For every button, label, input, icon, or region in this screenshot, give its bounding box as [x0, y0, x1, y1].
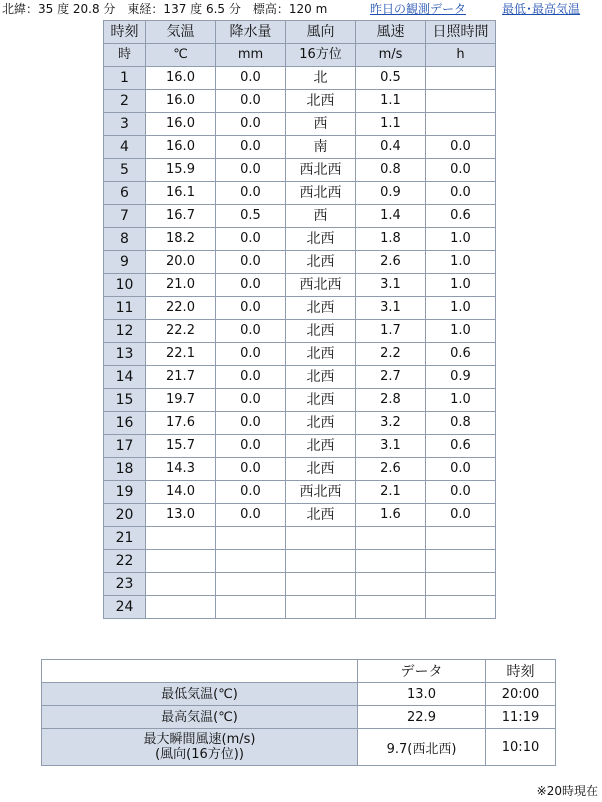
cell-hour: 14	[104, 366, 146, 389]
cell-precipitation: 0.0	[216, 412, 286, 435]
summary-label: 最大瞬間風速(m/s) (風向(16方位))	[42, 729, 358, 766]
summary-value: 13.0	[358, 683, 486, 706]
cell-sunshine	[426, 113, 496, 136]
cell-precipitation: 0.0	[216, 136, 286, 159]
table-row	[104, 136, 496, 159]
cell-precipitation: 0.0	[216, 251, 286, 274]
cell-temperature: 18.2	[146, 228, 216, 251]
summary-label: 最高気温(℃)	[42, 706, 358, 729]
cell-hour: 23	[104, 573, 146, 596]
summary-header-row	[42, 660, 556, 683]
summary-row	[42, 706, 556, 729]
cell-temperature	[146, 550, 216, 573]
table-row	[104, 435, 496, 458]
cell-hour: 10	[104, 274, 146, 297]
table-row	[104, 389, 496, 412]
table-row	[104, 320, 496, 343]
cell-hour: 20	[104, 504, 146, 527]
cell-sunshine: 0.0	[426, 182, 496, 205]
station-coordinates: 北緯：35 度 20.8 分 東経：137 度 6.5 分 標高：120 m	[2, 2, 328, 16]
cell-wind-direction	[286, 596, 356, 619]
summary-time: 11:19	[486, 706, 556, 729]
cell-precipitation	[216, 527, 286, 550]
column-header-temperature: 気温	[146, 21, 216, 44]
table-row	[104, 67, 496, 90]
cell-wind-speed	[356, 527, 426, 550]
cell-temperature: 21.7	[146, 366, 216, 389]
unit-temperature: ℃	[146, 44, 216, 67]
cell-hour: 5	[104, 159, 146, 182]
cell-precipitation: 0.0	[216, 90, 286, 113]
as-of-note: ※20時現在	[536, 784, 598, 798]
cell-precipitation	[216, 573, 286, 596]
cell-wind-direction: 北西	[286, 320, 356, 343]
unit-precipitation: mm	[216, 44, 286, 67]
cell-precipitation: 0.0	[216, 182, 286, 205]
cell-sunshine: 0.6	[426, 343, 496, 366]
cell-wind-direction: 西	[286, 113, 356, 136]
cell-temperature: 15.9	[146, 159, 216, 182]
cell-hour: 17	[104, 435, 146, 458]
summary-label: 最低気温(℃)	[42, 683, 358, 706]
cell-hour: 24	[104, 596, 146, 619]
table-row	[104, 182, 496, 205]
cell-wind-speed: 0.4	[356, 136, 426, 159]
table-row	[104, 159, 496, 182]
cell-sunshine	[426, 573, 496, 596]
table-row	[104, 274, 496, 297]
cell-hour: 16	[104, 412, 146, 435]
table-row	[104, 343, 496, 366]
cell-wind-speed: 2.8	[356, 389, 426, 412]
cell-wind-speed: 3.2	[356, 412, 426, 435]
cell-temperature: 17.6	[146, 412, 216, 435]
cell-wind-speed: 3.1	[356, 274, 426, 297]
cell-wind-direction: 北西	[286, 297, 356, 320]
cell-hour: 8	[104, 228, 146, 251]
cell-wind-direction: 北西	[286, 251, 356, 274]
cell-sunshine: 0.0	[426, 136, 496, 159]
cell-sunshine: 0.0	[426, 481, 496, 504]
cell-precipitation	[216, 596, 286, 619]
cell-temperature: 13.0	[146, 504, 216, 527]
cell-wind-direction: 北西	[286, 458, 356, 481]
cell-precipitation: 0.0	[216, 159, 286, 182]
cell-wind-direction: 西北西	[286, 159, 356, 182]
cell-temperature: 16.0	[146, 67, 216, 90]
cell-wind-direction: 北西	[286, 90, 356, 113]
summary-value: 22.9	[358, 706, 486, 729]
cell-wind-speed: 1.7	[356, 320, 426, 343]
cell-wind-direction: 西北西	[286, 274, 356, 297]
cell-precipitation: 0.0	[216, 435, 286, 458]
column-header-hour: 時刻	[104, 21, 146, 44]
column-header-wind-direction: 風向	[286, 21, 356, 44]
cell-wind-direction: 北西	[286, 228, 356, 251]
cell-sunshine	[426, 90, 496, 113]
cell-temperature: 16.7	[146, 205, 216, 228]
table-row	[104, 504, 496, 527]
cell-precipitation: 0.0	[216, 320, 286, 343]
yesterday-data-link[interactable]: 昨日の観測データ	[370, 2, 467, 16]
cell-hour: 2	[104, 90, 146, 113]
cell-precipitation: 0.0	[216, 274, 286, 297]
summary-time: 20:00	[486, 683, 556, 706]
cell-hour: 15	[104, 389, 146, 412]
cell-precipitation	[216, 550, 286, 573]
cell-wind-speed: 1.6	[356, 504, 426, 527]
cell-wind-direction: 北西	[286, 412, 356, 435]
cell-temperature: 19.7	[146, 389, 216, 412]
cell-hour: 7	[104, 205, 146, 228]
cell-temperature: 21.0	[146, 274, 216, 297]
cell-wind-speed: 0.8	[356, 159, 426, 182]
cell-sunshine: 1.0	[426, 274, 496, 297]
cell-wind-speed	[356, 550, 426, 573]
column-header-precipitation: 降水量	[216, 21, 286, 44]
cell-temperature	[146, 596, 216, 619]
cell-wind-speed: 2.7	[356, 366, 426, 389]
summary-header-data: データ	[358, 660, 486, 683]
cell-hour: 22	[104, 550, 146, 573]
cell-hour: 19	[104, 481, 146, 504]
unit-row	[104, 44, 496, 67]
cell-wind-speed: 1.1	[356, 113, 426, 136]
cell-precipitation: 0.0	[216, 458, 286, 481]
cell-wind-speed: 0.9	[356, 182, 426, 205]
cell-wind-direction	[286, 573, 356, 596]
cell-temperature: 15.7	[146, 435, 216, 458]
cell-precipitation: 0.0	[216, 67, 286, 90]
cell-wind-direction: 北西	[286, 504, 356, 527]
column-header-wind-speed: 風速	[356, 21, 426, 44]
cell-sunshine	[426, 67, 496, 90]
cell-wind-speed: 2.6	[356, 458, 426, 481]
table-row	[104, 90, 496, 113]
cell-temperature: 14.0	[146, 481, 216, 504]
summary-value: 9.7(西北西)	[358, 729, 486, 766]
cell-precipitation: 0.0	[216, 343, 286, 366]
table-row	[104, 550, 496, 573]
table-row	[104, 573, 496, 596]
cell-sunshine	[426, 550, 496, 573]
cell-wind-speed: 1.1	[356, 90, 426, 113]
cell-wind-speed: 2.6	[356, 251, 426, 274]
cell-sunshine: 1.0	[426, 389, 496, 412]
table-row	[104, 527, 496, 550]
cell-sunshine: 0.0	[426, 458, 496, 481]
cell-hour: 12	[104, 320, 146, 343]
cell-precipitation: 0.0	[216, 228, 286, 251]
cell-wind-direction	[286, 527, 356, 550]
summary-row	[42, 683, 556, 706]
cell-wind-direction: 西北西	[286, 182, 356, 205]
cell-temperature: 16.0	[146, 136, 216, 159]
summary-row	[42, 729, 556, 766]
unit-wind-speed: m/s	[356, 44, 426, 67]
cell-wind-direction: 北西	[286, 343, 356, 366]
cell-hour: 6	[104, 182, 146, 205]
cell-hour: 18	[104, 458, 146, 481]
cell-sunshine: 0.0	[426, 159, 496, 182]
cell-wind-direction: 北西	[286, 435, 356, 458]
min-max-temperature-link[interactable]: 最低･最高気温	[502, 2, 581, 16]
cell-temperature: 16.1	[146, 182, 216, 205]
table-row	[104, 412, 496, 435]
cell-wind-direction	[286, 550, 356, 573]
daily-summary-table	[41, 659, 556, 766]
summary-header-time: 時刻	[486, 660, 556, 683]
cell-temperature: 22.1	[146, 343, 216, 366]
cell-hour: 1	[104, 67, 146, 90]
hourly-observation-table	[103, 20, 496, 619]
table-row	[104, 366, 496, 389]
table-row	[104, 458, 496, 481]
cell-temperature: 16.0	[146, 113, 216, 136]
cell-wind-speed	[356, 596, 426, 619]
cell-wind-speed: 3.1	[356, 435, 426, 458]
table-row	[104, 596, 496, 619]
cell-wind-direction: 北	[286, 67, 356, 90]
unit-sunshine: h	[426, 44, 496, 67]
cell-sunshine	[426, 527, 496, 550]
cell-wind-direction: 西	[286, 205, 356, 228]
summary-header-label	[42, 660, 358, 683]
unit-hour: 時	[104, 44, 146, 67]
cell-sunshine: 0.6	[426, 435, 496, 458]
table-row	[104, 481, 496, 504]
cell-hour: 21	[104, 527, 146, 550]
cell-wind-speed: 0.5	[356, 67, 426, 90]
header-bar	[0, 0, 602, 18]
cell-wind-speed: 1.4	[356, 205, 426, 228]
cell-sunshine: 1.0	[426, 228, 496, 251]
cell-hour: 3	[104, 113, 146, 136]
cell-sunshine: 0.6	[426, 205, 496, 228]
cell-wind-speed: 1.8	[356, 228, 426, 251]
cell-temperature: 20.0	[146, 251, 216, 274]
table-row	[104, 205, 496, 228]
summary-time: 10:10	[486, 729, 556, 766]
cell-precipitation: 0.0	[216, 297, 286, 320]
table-row	[104, 113, 496, 136]
cell-temperature	[146, 527, 216, 550]
cell-temperature: 22.0	[146, 297, 216, 320]
cell-sunshine: 1.0	[426, 297, 496, 320]
cell-hour: 9	[104, 251, 146, 274]
cell-wind-speed: 3.1	[356, 297, 426, 320]
cell-wind-direction: 南	[286, 136, 356, 159]
cell-sunshine: 1.0	[426, 251, 496, 274]
cell-sunshine: 0.9	[426, 366, 496, 389]
cell-temperature: 22.2	[146, 320, 216, 343]
table-row	[104, 297, 496, 320]
cell-sunshine: 0.8	[426, 412, 496, 435]
cell-temperature: 16.0	[146, 90, 216, 113]
cell-wind-speed: 2.1	[356, 481, 426, 504]
header-row	[104, 21, 496, 44]
cell-precipitation: 0.5	[216, 205, 286, 228]
cell-wind-speed	[356, 573, 426, 596]
cell-sunshine	[426, 596, 496, 619]
cell-precipitation: 0.0	[216, 113, 286, 136]
cell-temperature: 14.3	[146, 458, 216, 481]
cell-precipitation: 0.0	[216, 389, 286, 412]
cell-sunshine: 0.0	[426, 504, 496, 527]
cell-sunshine: 1.0	[426, 320, 496, 343]
cell-precipitation: 0.0	[216, 481, 286, 504]
cell-wind-speed: 2.2	[356, 343, 426, 366]
cell-hour: 11	[104, 297, 146, 320]
cell-precipitation: 0.0	[216, 504, 286, 527]
cell-hour: 13	[104, 343, 146, 366]
cell-hour: 4	[104, 136, 146, 159]
table-row	[104, 228, 496, 251]
cell-temperature	[146, 573, 216, 596]
unit-wind-direction: 16方位	[286, 44, 356, 67]
table-row	[104, 251, 496, 274]
cell-precipitation: 0.0	[216, 366, 286, 389]
cell-wind-direction: 北西	[286, 389, 356, 412]
cell-wind-direction: 北西	[286, 366, 356, 389]
column-header-sunshine: 日照時間	[426, 21, 496, 44]
cell-wind-direction: 西北西	[286, 481, 356, 504]
